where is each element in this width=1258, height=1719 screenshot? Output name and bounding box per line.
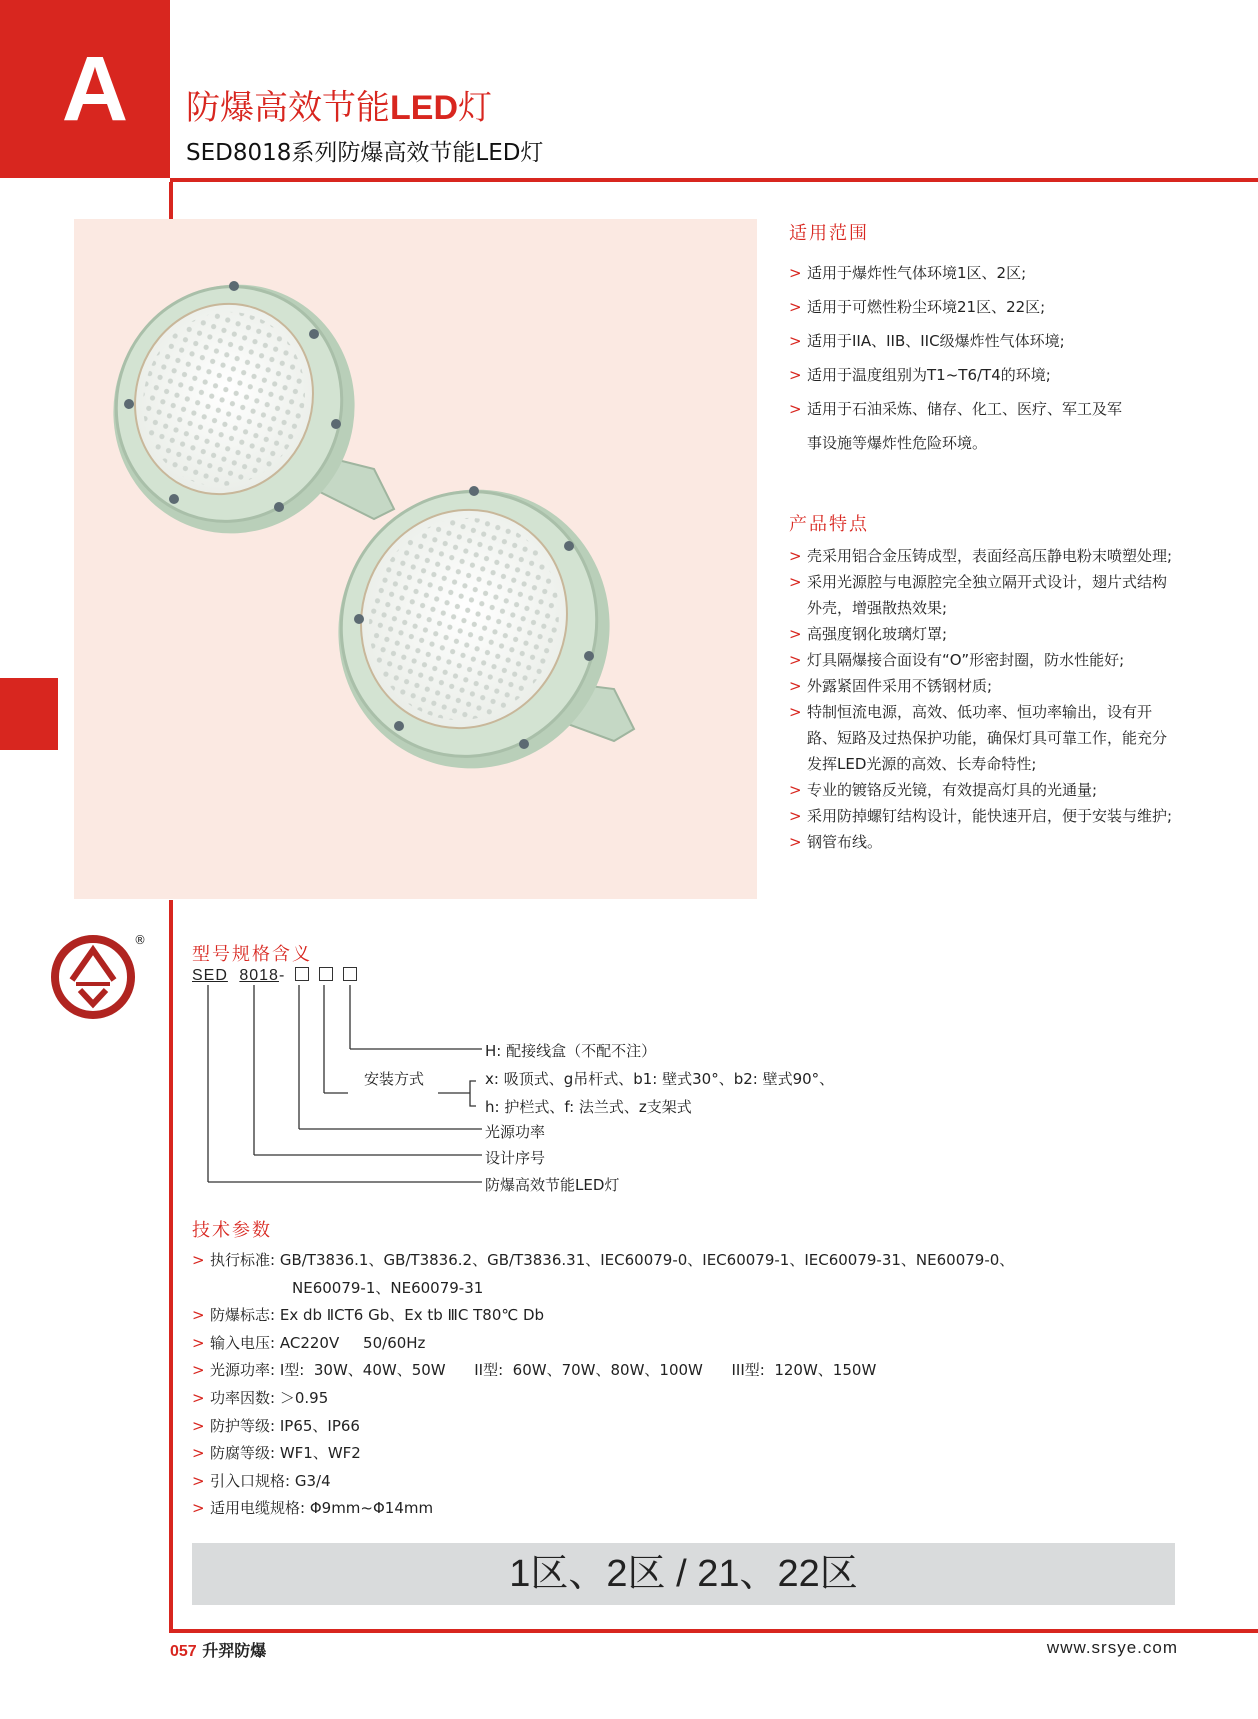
led-lamp-illustration [74, 219, 757, 899]
tech-cable: > 适用电缆规格: Φ9mm~Φ14mm [192, 1499, 434, 1518]
list-item: > 适用于爆炸性气体环境1区、2区; [789, 264, 1027, 282]
scope-list [789, 256, 1189, 460]
tech-power-factor: > 功率因数: ＞0.95 [192, 1388, 329, 1407]
features-heading: 产品特点 [789, 514, 869, 535]
side-tab [0, 678, 58, 750]
tech-power: > 光源功率: I型: 30W、40W、50W II型: 60W、70W、80W、100W III型: 120W、150W [192, 1361, 877, 1380]
tech-voltage: > 输入电压: AC220V 50/60Hz [192, 1333, 426, 1352]
model-code-sed: SED [192, 967, 228, 984]
tech-standard-cont: NE60079-1、NE60079-31 [292, 1278, 484, 1297]
legend-light-power: 光源功率 [485, 1123, 546, 1141]
company-logo [50, 932, 140, 1022]
footer-rule [169, 1629, 1258, 1633]
list-item: > 适用于IIA、IIB、IIC级爆炸性气体环境; [789, 332, 1065, 350]
legend-design-number: 设计序号 [485, 1149, 546, 1167]
list-item: > 壳采用铝合金压铸成型，表面经高压静电粉末喷塑处理; [789, 547, 1173, 565]
slot-box [295, 967, 309, 981]
list-item: > 专业的镀铬反光镜，有效提高灯具的光通量; [789, 781, 1098, 799]
legend-mount-options-1: x: 吸顶式、g吊杆式、b1: 壁式30°、b2: 壁式90°、 [485, 1070, 835, 1088]
page-subtitle: SED8018系列防爆高效节能LED灯 [186, 140, 544, 166]
list-item: > 适用于石油采炼、储存、化工、医疗、军工及军 事设施等爆炸性危险环境。 [789, 400, 1123, 452]
list-item: > 灯具隔爆接合面设有“O”形密封圈，防水性能好; [789, 651, 1125, 669]
legend-mount-options-2: h: 护栏式、f: 法兰式、z支架式 [485, 1098, 692, 1116]
model-code-number: 8018 [239, 967, 279, 984]
product-photo [74, 219, 757, 899]
list-item: > 高强度钢化玻璃灯罩; [789, 625, 948, 643]
footer-brand: 升羿防爆 [202, 1641, 267, 1660]
tech-heading: 技术参数 [192, 1220, 272, 1241]
footer-page [170, 1638, 266, 1661]
legend-junction-box: H: 配接线盒（不配不注） [485, 1042, 657, 1060]
page-title: 防爆高效节能LED灯 [186, 88, 492, 128]
model-heading: 型号规格含义 [192, 944, 312, 965]
model-code-dash: - [278, 967, 286, 984]
slot-box [343, 967, 357, 981]
list-item: > 适用于温度组别为T1~T6/T4的环境; [789, 366, 1051, 384]
tech-entry: > 引入口规格: G3/4 [192, 1471, 331, 1490]
features-list [789, 543, 1179, 855]
tech-anticorrosion: > 防腐等级: WF1、WF2 [192, 1444, 361, 1463]
footer-website: www.srsye.com [1046, 1638, 1178, 1657]
slot-box [319, 967, 333, 981]
legend-product: 防爆高效节能LED灯 [485, 1176, 620, 1194]
list-item: > 外露紧固件采用不锈钢材质; [789, 677, 993, 695]
list-item: > 采用防掉螺钉结构设计，能快速开启，便于安装与维护; [789, 807, 1173, 825]
legend-mount-type: 安装方式 [364, 1070, 425, 1088]
tech-standard: > 执行标准: GB/T3836.1、GB/T3836.2、GB/T3836.31、IEC60079-0、IEC60079-1、IEC60079-31、NE60079-0、 [192, 1251, 1015, 1269]
page-number: 057 [170, 1643, 197, 1660]
list-item: > 采用光源腔与电源腔完全独立隔开式设计，翅片式结构外壳，增强散热效果; [789, 573, 1168, 617]
registered-mark: ® [134, 933, 146, 947]
tech-ex-mark: > 防爆标志: Ex db ⅡCT6 Gb、Ex tb ⅢC T80℃ Db [192, 1306, 545, 1325]
logo-mark [50, 932, 140, 1022]
header-rule [170, 178, 1258, 182]
list-item: > 钢管布线。 [789, 833, 883, 851]
tech-list [192, 1247, 1092, 1523]
lamp-1 [78, 250, 394, 567]
list-item: > 特制恒流电源，高效、低功率、恒功率输出，设有开路、短路及过热保护功能，确保灯具可靠工作，能充分发挥LED光源的高效、长寿命特性; [789, 703, 1168, 773]
tech-ip-rating: > 防护等级: IP65、IP66 [192, 1416, 360, 1435]
list-item: > 适用于可燃性粉尘环境21区、22区; [789, 298, 1046, 316]
section-letter: A [61, 38, 129, 140]
model-code [192, 967, 357, 985]
scope-heading: 适用范围 [789, 223, 869, 244]
zone-banner: 1区、2区 / 21、22区 [192, 1543, 1175, 1605]
